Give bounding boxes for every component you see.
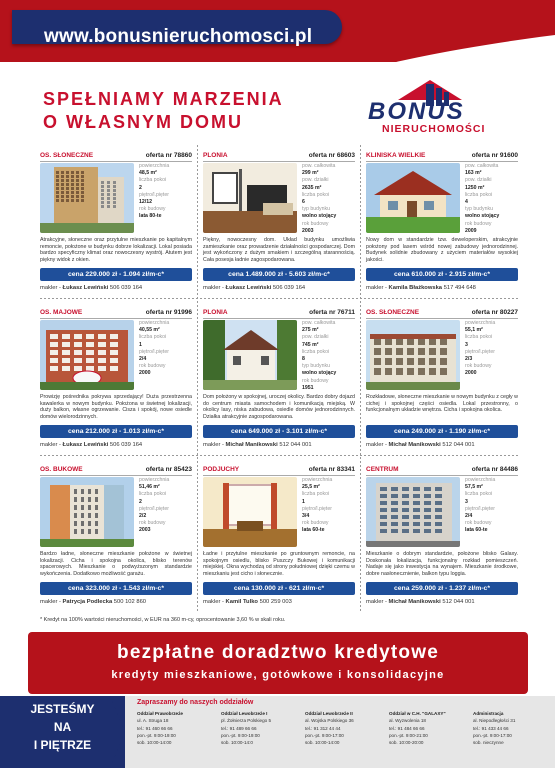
listing-specs xyxy=(465,477,518,535)
listing-description: Ładne i przytulne mieszkanie po gruntownym remoncie, na spokojnym osiedlu, blisko Puszczy Bukowej i komunikacji miejskiej. Okna wychodzą od strony południowej dzięki czemu w mieszkaniu jest cicho i słonecznie. xyxy=(203,551,355,578)
spec-label: liczba pokoi xyxy=(302,491,330,498)
listing-photo[interactable] xyxy=(366,320,460,390)
listing-price: cena 212.000 zł - 1.013 zł/m-c* xyxy=(40,425,192,438)
spec-value: 3 xyxy=(465,498,468,505)
row-divider xyxy=(40,455,518,456)
slogan xyxy=(43,88,284,134)
listing-card[interactable] xyxy=(40,145,192,305)
listing-location: CENTRUM xyxy=(366,466,399,473)
office-detail: al. Wyzwolenia 18 xyxy=(389,718,426,724)
listing-specs xyxy=(465,163,518,235)
header-rule xyxy=(203,318,355,319)
spec-label: powierzchnia xyxy=(139,477,170,483)
header-rule xyxy=(366,475,518,476)
listing-card[interactable] xyxy=(203,145,355,305)
listing-offer-number: oferta nr 68603 xyxy=(308,152,355,159)
floor-line-2: NA xyxy=(53,720,72,734)
agent-phone[interactable]: 512 044 001 xyxy=(442,599,475,605)
listing-price: cena 229.000 zł - 1.094 zł/m-c* xyxy=(40,268,192,281)
listing-location: OS. SŁONECZNE xyxy=(40,152,94,159)
listing-description: Mieszkanie o dobrym standardzie, położone blisko Galaxy. Doskonała lokalizacja, funkcjonalny rozkład pomieszczeń. Nadaje się jako inwestycja na wynajem. Mieszkanie środkowe, dobre nasłonecznienie, balkon typu loggia. xyxy=(366,551,518,578)
spec-label: powierzchnia xyxy=(465,320,496,326)
spec-label: liczba pokoi xyxy=(139,334,167,341)
floor-line-3: I PIĘTRZE xyxy=(33,738,92,752)
spec-label: piętro/l.pięter xyxy=(465,348,495,355)
listing-card[interactable] xyxy=(366,145,518,305)
listing-photo[interactable] xyxy=(203,320,297,390)
spec-label: pow. działki xyxy=(465,177,492,184)
office-block xyxy=(137,710,203,746)
spec-value: 4 xyxy=(465,199,468,206)
listing-description: Piękny, nowoczesny dom. Układ budynku umożliwia zamieszkanie oraz prowadzenie działalności gospodarczej. Dom jest wykończony z dużym smakiem i szczególną starannością. Cała posesja ładnie zagospodarowana. xyxy=(203,237,355,264)
agent-prefix: makler - xyxy=(366,599,389,605)
agent-name: Łukasz Lewiński xyxy=(62,442,109,448)
office-detail: pon.-pt. 9:00-17:00 xyxy=(305,732,344,738)
listing-location: OS. BUKOWE xyxy=(40,466,83,473)
spec-label: piętro/l.pięter xyxy=(139,348,169,355)
spec-value: 745 m² xyxy=(302,341,319,348)
agent-prefix: makler - xyxy=(40,599,63,605)
agent-name: Kamil Tulko xyxy=(225,599,258,605)
header-banner xyxy=(0,0,555,62)
agent-name: Łukasz Lewiński xyxy=(62,285,109,291)
listing-location: OS. SŁONECZNE xyxy=(366,309,420,316)
spec-value: 3/4 xyxy=(302,513,310,520)
office-block xyxy=(305,710,371,746)
spec-label: pow. całkowita xyxy=(302,320,336,326)
website-url[interactable]: www.bonusnieruchomosci.pl xyxy=(44,26,313,47)
credit-headline: bezpłatne doradztwo kredytowe xyxy=(117,642,439,663)
spec-value: 2/2 xyxy=(139,513,147,520)
agent-name: Kamila Błażkowska xyxy=(388,285,443,291)
listing-agent xyxy=(40,599,192,605)
agent-name: Michał Manikowski xyxy=(388,599,441,605)
agent-phone[interactable]: 512 044 001 xyxy=(279,442,312,448)
spec-label: powierzchnia xyxy=(139,320,170,326)
spec-value: lata 80-te xyxy=(139,213,162,220)
spec-value: 2635 m² xyxy=(302,184,322,191)
spec-label: liczba pokoi xyxy=(139,491,167,498)
header-rule xyxy=(366,318,518,319)
floor-arrow xyxy=(110,696,125,768)
listing-offer-number: oferta nr 80227 xyxy=(471,309,518,316)
listing-price: cena 249.000 zł - 1.190 zł/m-c* xyxy=(366,425,518,438)
listing-description: Nowy dom w standardzie tzw. deweloperskim, atrakcyjnie położony pod lasem wśród nowej zabudowy jednorodzinnej. Budynek solidnie zbudowany z użyciem materiałów wysokiej jakości. xyxy=(366,237,518,264)
spec-value: 55,1 m² xyxy=(465,327,483,334)
footnote: * Kredyt na 100% wartości nieruchomości, w EUR na 360 m-cy, oprocentowanie 3,60 % w skali roku. xyxy=(40,617,286,623)
agent-phone[interactable]: 506 039 164 xyxy=(272,285,306,291)
spec-label: rok budowy xyxy=(139,206,166,213)
spec-label: rok budowy xyxy=(302,220,329,227)
header-rule xyxy=(40,161,192,162)
agent-prefix: makler - xyxy=(40,442,63,448)
office-detail: pon.-pt. 9:00-21:00 xyxy=(389,732,428,738)
spec-value: 6 xyxy=(302,199,305,206)
logo-brand: BONUS xyxy=(368,98,465,125)
listing-agent xyxy=(203,599,355,605)
offices-panel xyxy=(125,696,555,768)
office-detail: sob. 10:00-14:00 xyxy=(137,740,172,746)
agent-prefix: makler - xyxy=(40,285,63,291)
spec-label: piętro/l.pięter xyxy=(139,505,169,512)
office-detail: sob. nieczynne xyxy=(473,740,504,746)
office-detail: al. Niepodległości 31 xyxy=(473,718,516,724)
office-detail: sob. 10:00-14:00 xyxy=(305,740,340,746)
credit-banner xyxy=(28,632,528,694)
header-rule xyxy=(203,161,355,162)
spec-value: lata 60-te xyxy=(465,527,488,534)
agent-phone[interactable]: 500 102 860 xyxy=(113,599,147,605)
listing-agent xyxy=(203,285,355,291)
agent-name: Michał Manikowski xyxy=(225,442,278,448)
listing-header xyxy=(366,466,518,476)
listing-card[interactable] xyxy=(203,459,355,619)
listing-card[interactable] xyxy=(203,302,355,462)
header-rule xyxy=(203,475,355,476)
header-swoosh xyxy=(329,26,555,62)
agent-name: Michał Manikowski xyxy=(388,442,441,448)
spec-value: 2003 xyxy=(302,227,314,234)
spec-label: typ budynku xyxy=(302,363,330,370)
spec-value: 57,5 m² xyxy=(465,484,483,491)
spec-label: powierzchnia xyxy=(302,477,333,483)
listing-photo[interactable] xyxy=(203,163,297,233)
spec-label: typ budynku xyxy=(465,206,493,213)
listing-description: Atrakcyjne, słoneczne oraz przytulne mieszkanie po kapitalnym remoncie, położone w budynku dobrze lokalizacji. Lokal posiada bardzo specyficzny klimat oraz nowoczesny wystrój. Atutem jest piękny widok z okien. xyxy=(40,237,192,264)
agent-prefix: makler - xyxy=(203,285,226,291)
listing-price: cena 323.000 zł - 1.543 zł/m-c* xyxy=(40,582,192,595)
spec-value: lata 60-te xyxy=(302,527,325,534)
agent-phone[interactable]: 517 494 648 xyxy=(443,285,476,291)
spec-value: 2000 xyxy=(139,370,151,377)
spec-label: liczba pokoi xyxy=(465,491,493,498)
spec-label: rok budowy xyxy=(465,220,492,227)
agent-phone[interactable]: 506 039 164 xyxy=(109,285,143,291)
listing-specs xyxy=(302,320,355,392)
listing-header xyxy=(40,466,192,476)
listing-photo[interactable] xyxy=(366,163,460,233)
listing-location: PODJUCHY xyxy=(203,466,240,473)
listing-price: cena 1.489.000 zł - 5.603 zł/m-c* xyxy=(203,268,355,281)
spec-value: 2/3 xyxy=(465,356,473,363)
listing-description: Rozkładowe, słoneczne mieszkanie w nowym budynku z cegły w cichej i spokojnej części osiedla. Lokal przestronny, o funkcjonalnym układzie wnętrza. Cicha i spokojna okolica. xyxy=(366,394,518,414)
spec-value: 163 m² xyxy=(465,170,482,177)
office-detail: tel.: 91 433 44 66 xyxy=(473,725,509,731)
listing-offer-number: oferta nr 85423 xyxy=(145,466,192,473)
header-rule xyxy=(40,475,192,476)
listing-price: cena 610.000 zł - 2.915 zł/m-c* xyxy=(366,268,518,281)
agent-phone[interactable]: 500 259 003 xyxy=(259,599,292,605)
spec-label: typ budynku xyxy=(302,206,330,213)
spec-label: liczba pokoi xyxy=(302,348,330,355)
listing-location: PLONIA xyxy=(203,152,228,159)
office-detail: pon.-pt. 9:00-19:00 xyxy=(221,732,260,738)
spec-label: powierzchnia xyxy=(465,477,496,483)
listing-specs xyxy=(302,163,355,235)
listing-card[interactable] xyxy=(40,302,192,462)
listing-offer-number: oferta nr 78860 xyxy=(145,152,192,159)
spec-label: piętro/l.pięter xyxy=(139,191,169,198)
listing-photo[interactable] xyxy=(40,320,134,390)
spec-value: 275 m² xyxy=(302,327,319,334)
spec-label: powierzchnia xyxy=(139,163,170,169)
office-detail: tel.: 91 484 66 66 xyxy=(389,725,425,731)
spec-value: 25,5 m² xyxy=(302,484,320,491)
spec-label: liczba pokoi xyxy=(302,191,330,198)
agent-phone[interactable]: 512 044 001 xyxy=(442,442,475,448)
bonus-logo xyxy=(368,80,518,138)
listing-photo[interactable] xyxy=(203,477,297,547)
spec-value: wolno stojący xyxy=(465,213,500,220)
credit-subline: kredyty mieszkaniowe, gotówkowe i konsolidacyjne xyxy=(111,669,445,681)
listing-photo[interactable] xyxy=(40,163,134,233)
listing-agent xyxy=(40,285,192,291)
spec-label: liczba pokoi xyxy=(465,191,493,198)
spec-value: 3 xyxy=(465,341,468,348)
office-block xyxy=(221,710,287,746)
listing-header xyxy=(40,309,192,319)
office-detail: pl. Żołnierza Polskiego 5 xyxy=(221,718,272,724)
listing-specs xyxy=(139,477,192,535)
listing-offer-number: oferta nr 91996 xyxy=(145,309,192,316)
listing-price: cena 259.000 zł - 1.237 zł/m-c* xyxy=(366,582,518,595)
agent-prefix: makler - xyxy=(366,285,389,291)
spec-value: 2 xyxy=(139,184,142,191)
agent-name: Łukasz Lewiński xyxy=(225,285,272,291)
office-name: Oddział Lewobrzeże II xyxy=(305,711,353,716)
listing-header xyxy=(203,466,355,476)
office-detail: tel.: 91 312 44 44 xyxy=(305,725,341,731)
spec-value: 1 xyxy=(302,498,305,505)
listing-offer-number: oferta nr 76711 xyxy=(309,309,355,316)
spec-label: piętro/l.pięter xyxy=(465,505,495,512)
listing-location: PLONIA xyxy=(203,309,228,316)
listing-description: Dom położony w spokojnej, uroczej okolicy. Bardzo dobry dojazd do centrum miasta samochodem i komunikacją miejską. W okolicy lasy, niska zabudowa, osiedle domów jednorodzinnych. Działka atrakcyjnie zagospodarowana. xyxy=(203,394,355,421)
office-detail: sob. 10:00-14:0 xyxy=(221,740,253,746)
spec-label: liczba pokoi xyxy=(465,334,493,341)
listing-header xyxy=(40,152,192,162)
listing-photo[interactable] xyxy=(366,477,460,547)
office-detail: tel.: 91 489 66 66 xyxy=(221,725,257,731)
spec-label: pow. działki xyxy=(302,177,329,184)
agent-prefix: makler - xyxy=(203,442,226,448)
spec-value: 1951 xyxy=(302,384,314,391)
listing-card[interactable] xyxy=(366,302,518,462)
spec-label: pow. całkowita xyxy=(302,163,336,169)
column-divider xyxy=(197,145,198,613)
slogan-line-2: O WŁASNYM DOMU xyxy=(43,112,243,132)
office-detail: ul. A. Struga 18 xyxy=(137,718,169,724)
spec-label: rok budowy xyxy=(302,377,329,384)
spec-label: rok budowy xyxy=(139,520,166,527)
listing-location: KLINISKA WIELKIE xyxy=(366,152,426,159)
spec-label: liczba pokoi xyxy=(139,177,167,184)
spec-value: 40,55 m² xyxy=(139,327,160,334)
spec-value: 299 m² xyxy=(302,170,319,177)
floor-notice xyxy=(0,696,125,768)
listing-photo[interactable] xyxy=(40,477,134,547)
spec-value: 2003 xyxy=(139,527,151,534)
agent-phone[interactable]: 506 039 164 xyxy=(109,442,143,448)
listing-header xyxy=(366,309,518,319)
spec-label: rok budowy xyxy=(465,520,492,527)
office-detail: al. Wojska Polskiego 36 xyxy=(305,718,354,724)
spec-value: wolno stojący xyxy=(302,370,337,377)
office-detail: tel.: 91 460 66 66 xyxy=(137,725,173,731)
spec-label: rok budowy xyxy=(465,363,492,370)
listing-header xyxy=(366,152,518,162)
office-detail: sob. 10:00-20:00 xyxy=(389,740,424,746)
listing-location: OS. MAJOWE xyxy=(40,309,83,316)
logo-sub: NIERUCHOMOŚCI xyxy=(382,123,486,135)
column-divider xyxy=(360,145,361,613)
office-name: Oddział Lewobrzeże I xyxy=(221,711,268,716)
spec-value: 2 xyxy=(139,498,142,505)
listing-offer-number: oferta nr 83341 xyxy=(308,466,355,473)
listing-description: Prowizję pośrednika pokrywa sprzedający! Duża przestrzenna kawalerka w nowym budynku. Położona w świetnej lokalizacji, duży balkon, własne ogrzewanie. Cisza i spokój, nowe osiedle domów wielorodzinnych. xyxy=(40,394,192,421)
spec-value: 2000 xyxy=(465,370,477,377)
offices-title: Zapraszamy do naszych oddziałów xyxy=(137,699,254,706)
spec-label: piętro/l.pięter xyxy=(302,505,332,512)
office-name: Oddział Prawobrzeże xyxy=(137,711,183,716)
listing-price: cena 130.000 zł - 621 zł/m-c* xyxy=(203,582,355,595)
agent-name: Patrycja Podlecka xyxy=(62,599,113,605)
spec-value: 12/12 xyxy=(139,199,152,206)
floor-line-1: JESTEŚMY xyxy=(30,702,95,716)
spec-value: 1 xyxy=(139,341,142,348)
office-block xyxy=(473,710,539,746)
agent-prefix: makler - xyxy=(203,599,226,605)
header-rule xyxy=(40,318,192,319)
listing-card[interactable] xyxy=(366,459,518,619)
spec-label: pow. całkowita xyxy=(465,163,499,169)
listing-header xyxy=(203,152,355,162)
listing-offer-number: oferta nr 84486 xyxy=(471,466,518,473)
listing-agent xyxy=(40,442,192,448)
spec-value: 51,46 m² xyxy=(139,484,160,491)
spec-value: 1250 m² xyxy=(465,184,485,191)
office-detail: pon.-pt. 9:00-19:00 xyxy=(137,732,176,738)
spec-value: 48,5 m² xyxy=(139,170,157,177)
office-name: Oddział w C.H. "GALAXY" xyxy=(389,711,446,716)
listing-specs xyxy=(465,320,518,378)
listing-card[interactable] xyxy=(40,459,192,619)
listing-agent xyxy=(366,442,518,448)
listing-agent xyxy=(203,442,355,448)
listing-description: Bardzo ładne, słoneczne mieszkanie położone w świetnej lokalizacji. Cicha i spokojna okolica, blisko terenów spacerowych. Mieszkanie o podwyższonym standardzie wykończenia. Dodatkowo możliwość garażu. xyxy=(40,551,192,578)
listing-offer-number: oferta nr 91600 xyxy=(471,152,518,159)
listing-price: cena 649.000 zł - 3.101 zł/m-c* xyxy=(203,425,355,438)
listing-specs xyxy=(302,477,355,535)
spec-label: pow. działki xyxy=(302,334,329,341)
spec-value: wolno stojący xyxy=(302,213,337,220)
spec-value: 2009 xyxy=(465,227,477,234)
listing-specs xyxy=(139,320,192,378)
listing-header xyxy=(203,309,355,319)
office-detail: pon.-pt. 9:00-17:00 xyxy=(473,732,512,738)
spec-value: 2/4 xyxy=(139,356,147,363)
office-block xyxy=(389,710,455,746)
spec-label: rok budowy xyxy=(139,363,166,370)
agent-prefix: makler - xyxy=(366,442,389,448)
header-rule xyxy=(366,161,518,162)
listing-specs xyxy=(139,163,192,221)
spec-value: 8 xyxy=(302,356,305,363)
office-name: Administracja xyxy=(473,711,504,716)
slogan-line-1: SPEŁNIAMY MARZENIA xyxy=(43,89,284,109)
spec-value: 2/4 xyxy=(465,513,473,520)
spec-label: rok budowy xyxy=(302,520,329,527)
listing-agent xyxy=(366,599,518,605)
row-divider xyxy=(40,298,518,299)
listing-agent xyxy=(366,285,518,291)
